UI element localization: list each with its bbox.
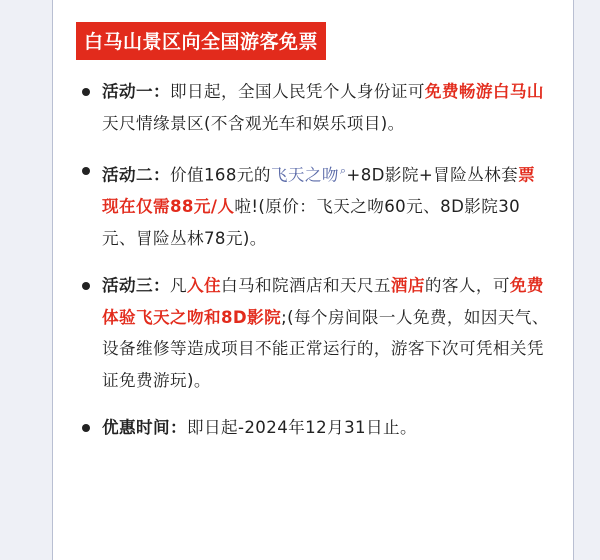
body-text: 价值168元的 bbox=[169, 165, 271, 185]
highlight-text: 免费畅游白马山 bbox=[424, 82, 544, 101]
page-title: 白马山景区向全国游客免票 bbox=[76, 22, 326, 60]
body-text: 的客人，可 bbox=[424, 276, 510, 296]
list-item bbox=[80, 412, 550, 444]
list-item bbox=[80, 270, 550, 396]
item-label: 活动一： bbox=[102, 82, 170, 101]
body-text: 天尺情缘景区(不含观光车和娱乐项目)。 bbox=[102, 113, 405, 133]
list-item bbox=[80, 155, 550, 254]
item-label: 活动二： bbox=[102, 165, 170, 185]
body-text: 啦!(原价：飞天之吻60元、8D影院30元、冒险丛林78元)。 bbox=[102, 197, 521, 248]
highlight-text: 入住 bbox=[186, 276, 221, 296]
search-icon[interactable]: ⌕ bbox=[339, 164, 347, 177]
item-label: 优惠时间： bbox=[102, 418, 187, 438]
body-text: 白马和院酒店和天尺五 bbox=[220, 276, 391, 296]
highlight-text: 酒店 bbox=[390, 276, 425, 296]
item-label: 活动三： bbox=[102, 276, 170, 296]
body-text: 即日起，全国人民凭个人身份证可 bbox=[169, 82, 425, 101]
body-text: ;(每个房间限一人免费，如因天气、设备维修等造成项目不能正常运行的，游客下次可凭相关凭证免费游玩)。 bbox=[102, 307, 549, 390]
body-text: +8D影院+冒险丛林套 bbox=[346, 165, 519, 185]
activity-list bbox=[80, 76, 550, 460]
list-item bbox=[80, 76, 550, 139]
highlight-text: 票现在仅需88元/人 bbox=[102, 165, 536, 217]
highlight-text: 免费体验飞天之吻和8D影院 bbox=[102, 276, 544, 327]
search-link[interactable]: 飞天之吻 bbox=[270, 165, 339, 185]
body-text: 凡 bbox=[169, 276, 187, 296]
body-text: 即日起-2024年12月31日止。 bbox=[186, 418, 417, 438]
